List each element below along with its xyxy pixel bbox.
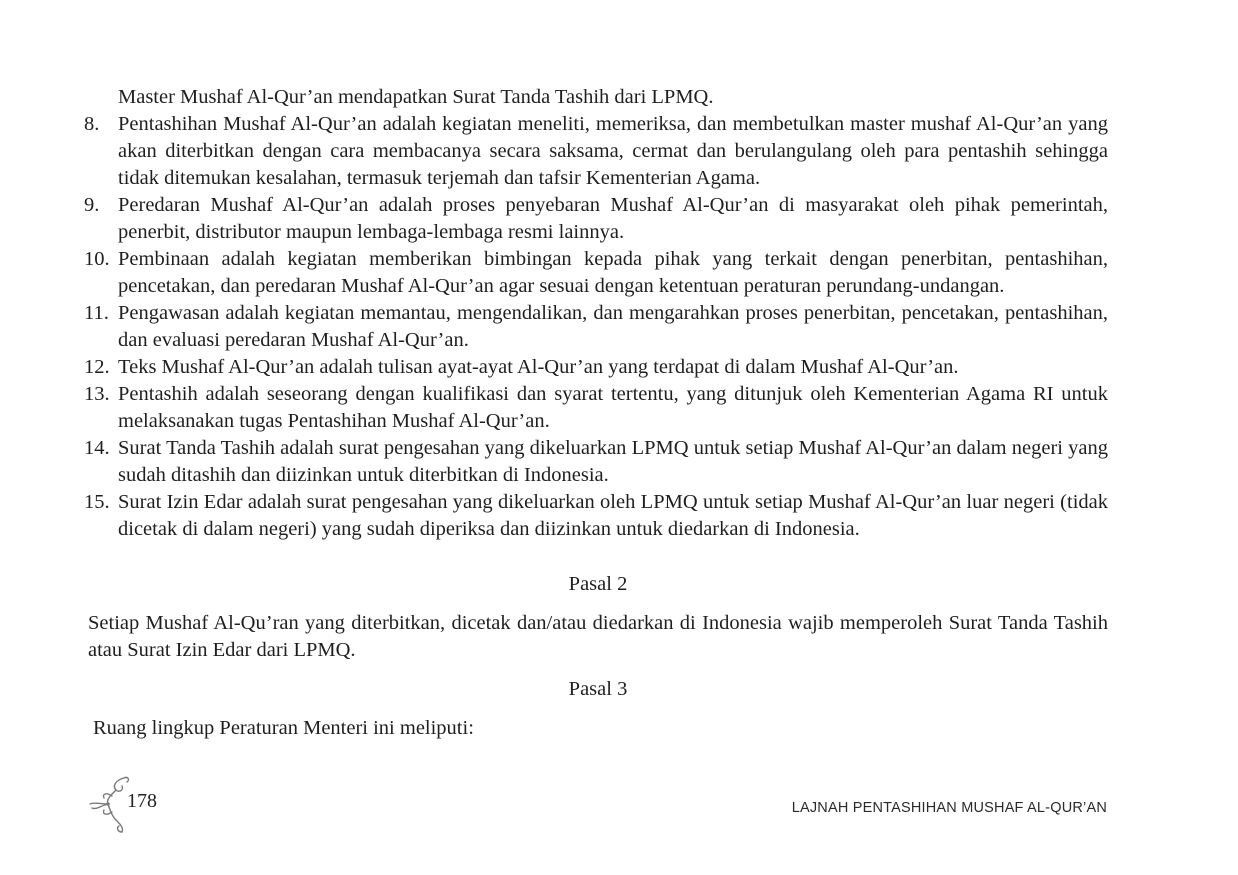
list-item <box>84 435 1108 489</box>
list-item-text: Master Mushaf Al-Qur’an mendapatkan Surat Tanda Tashih dari LPMQ. <box>118 86 714 108</box>
list-item-number: 9. <box>84 194 100 216</box>
list-item <box>84 381 1108 435</box>
list-item <box>84 354 1108 381</box>
pasal-2-paragraph: Setiap Mushaf Al-Qu’ran yang diterbitkan, dicetak dan/atau diedarkan di Indonesia wajib memperoleh Surat Tanda Tashih atau Surat Izin Edar dari LPMQ. <box>88 612 1108 661</box>
pasal-3-paragraph: Ruang lingkup Peraturan Menteri ini meliputi: <box>93 717 474 739</box>
list-item <box>84 489 1108 543</box>
list-item <box>84 192 1108 246</box>
page-number: 178 <box>127 790 157 812</box>
list-item-text: Teks Mushaf Al-Qur’an adalah tulisan ayat-ayat Al-Qur’an yang terdapat di dalam Mushaf Al-Qur’an. <box>118 356 959 378</box>
list-item-text: Pengawasan adalah kegiatan memantau, mengendalikan, dan mengarahkan proses penerbitan, pencetakan, pentashihan, dan evaluasi peredaran Mushaf Al-Qur’an. <box>118 302 1108 351</box>
running-title: LAJNAH PENTASHIHAN MUSHAF AL-QUR’AN <box>791 800 1107 816</box>
list-item-number: 14. <box>84 437 110 459</box>
list-item-text: Surat Tanda Tashih adalah surat pengesahan yang dikeluarkan LPMQ untuk setiap Mushaf Al-Qur’an dalam negeri yang sudah ditashih dan diizinkan untuk diterbitkan di Indonesia. <box>118 437 1108 486</box>
list-item-number: 11. <box>84 302 109 324</box>
list-item <box>84 111 1108 192</box>
body-text <box>84 84 1108 742</box>
list-item-number: 10. <box>84 248 110 270</box>
list-item-number: 13. <box>84 383 110 405</box>
pasal-2-heading: Pasal 2 <box>568 573 628 595</box>
pasal-3-heading: Pasal 3 <box>568 678 628 700</box>
list-item-text: Peredaran Mushaf Al-Qur’an adalah proses penyebaran Mushaf Al-Qur’an di masyarakat oleh pihak pemerintah, penerbit, distributor maupun lembaga-lembaga resmi lainnya. <box>118 194 1108 243</box>
list-item-text: Pentashihan Mushaf Al-Qur’an adalah kegiatan meneliti, memeriksa, dan membetulkan master mushaf Al-Qur’an yang akan diterbitkan dengan cara membacanya secara saksama, cermat dan berulangulang oleh para pentashih sehingga tidak ditemukan kesalahan, termasuk terjemah dan tafsir Kementerian Agama. <box>118 113 1108 189</box>
list-item <box>84 246 1108 300</box>
list-item-text: Surat Izin Edar adalah surat pengesahan yang dikeluarkan oleh LPMQ untuk setiap Mushaf Al-Qur’an luar negeri (tidak dicetak di dalam negeri) yang sudah diperiksa dan diizinkan untuk diedarkan di Indonesia. <box>118 491 1108 540</box>
list-item-number: 8. <box>84 113 100 135</box>
list-item-continuation <box>88 84 1108 111</box>
list-item-number: 12. <box>84 356 110 378</box>
list-item-text: Pembinaan adalah kegiatan memberikan bimbingan kepada pihak yang terkait dengan penerbitan, pentashihan, pencetakan, dan peredaran Mushaf Al-Qur’an agar sesuai dengan ketentuan peraturan perundang-undangan. <box>118 248 1108 297</box>
list-item-text: Pentashih adalah seseorang dengan kualifikasi dan syarat tertentu, yang ditunjuk oleh Kementerian Agama RI untuk melaksanakan tugas Pentashihan Mushaf Al-Qur’an. <box>118 383 1108 432</box>
list-item-number: 15. <box>84 491 110 513</box>
list-item <box>84 300 1108 354</box>
